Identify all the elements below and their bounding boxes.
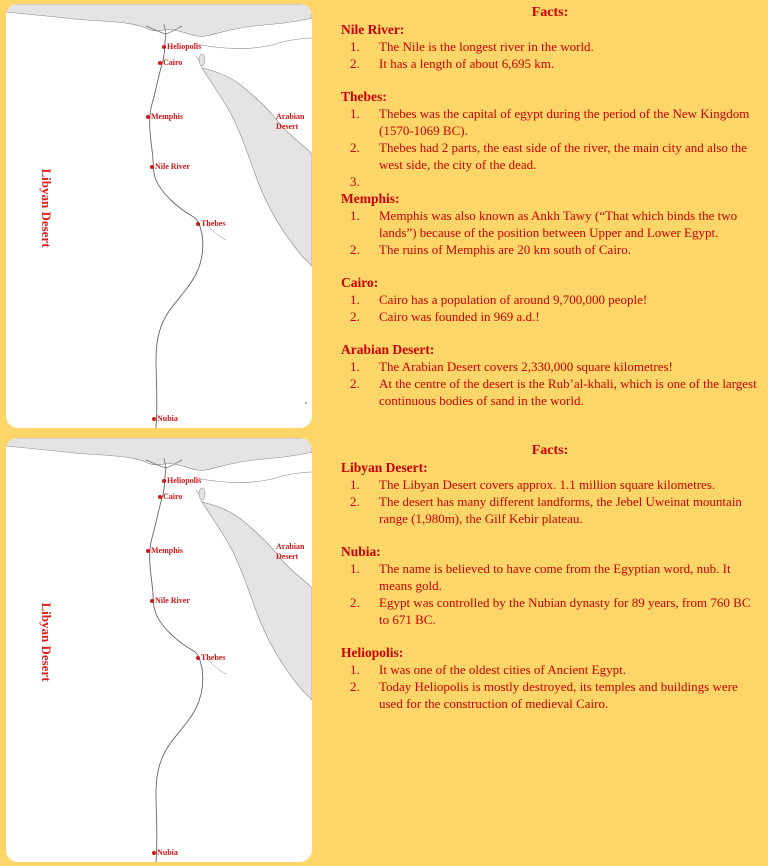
city-dot-icon: [158, 495, 162, 499]
fact-item: 1. Memphis was also known as Ankh Tawy (“That which binds the two lands”) because of the position between Upper and Lower Egypt.: [350, 208, 738, 240]
label-nile-river: Nile River: [150, 596, 190, 605]
city-dot-icon: [158, 61, 162, 65]
section-title-cairo: Cairo:: [341, 275, 379, 290]
map-ancient-egypt-top: [6, 4, 312, 428]
city-dot-icon: [146, 549, 150, 553]
fact-item: 2. Egypt was controlled by the Nubian dynasty for 89 years, from 760 BC to 671 BC.: [350, 595, 751, 627]
fact-item: 2. It has a length of about 6,695 km.: [350, 56, 555, 71]
fact-item: 1. The name is believed to have come from the Egyptian word, nub. It means gold.: [350, 561, 731, 593]
fact-item: 1. It was one of the oldest cities of Ancient Egypt.: [350, 662, 626, 677]
label-thebes: Thebes: [196, 653, 225, 662]
label-arabian-desert: Arabian Desert: [276, 542, 305, 561]
label-nile-river: Nile River: [150, 162, 190, 171]
label-heliopolis: Heliopolis: [162, 476, 201, 485]
fact-item: 1. Cairo has a population of around 9,700,000 people!: [350, 292, 648, 307]
fact-item: 3.: [350, 174, 360, 189]
label-thebes: Thebes: [196, 219, 225, 228]
label-heliopolis: Heliopolis: [162, 42, 201, 51]
label-memphis: Memphis: [146, 546, 183, 555]
section-title-heliopolis: Heliopolis:: [341, 645, 404, 660]
fact-item: 2. Cairo was founded in 969 a.d.!: [350, 309, 540, 324]
facts-panel-top: [341, 4, 759, 409]
city-dot-icon: [196, 222, 200, 226]
section-title-memphis: Memphis:: [341, 191, 400, 206]
city-dot-icon: [152, 851, 156, 855]
fact-item: 1. The Arabian Desert covers 2,330,000 square kilometres!: [350, 359, 673, 374]
fact-list-thebes: [341, 105, 759, 190]
fact-list-memphis: [341, 207, 759, 258]
fact-list-nile-river: [341, 38, 759, 72]
map-ancient-egypt-bottom: [6, 438, 312, 862]
fact-list-cairo: [341, 291, 759, 325]
fact-item: 1. The Libyan Desert covers approx. 1.1 million square kilometres.: [350, 477, 716, 492]
label-libyan-desert: Libyan Desert: [39, 602, 54, 682]
label-cairo: Cairo: [158, 58, 182, 67]
fact-item: 2. The desert has many different landforms, the Jebel Uweinat mountain range (1,980m), the Gilf Kebir plateau.: [350, 494, 742, 526]
fact-item: 2. At the centre of the desert is the Rub’al-khali, which is one of the largest continuous bodies of sand in the world.: [350, 376, 757, 408]
fact-item: 2. Thebes had 2 parts, the east side of the river, the main city and also the west side, the city of the dead.: [350, 140, 748, 172]
section-title-arabian-desert: Arabian Desert:: [341, 342, 435, 357]
label-nubia: Nubia: [152, 848, 178, 857]
facts-heading: Facts:: [531, 5, 569, 20]
label-arabian-desert: Arabian Desert: [276, 112, 305, 131]
city-dot-icon: [162, 45, 166, 49]
section-title-libyan-desert: Libyan Desert:: [341, 460, 428, 475]
section-title-nubia: Nubia:: [341, 544, 381, 559]
label-cairo: Cairo: [158, 492, 182, 501]
fact-item: 2. The ruins of Memphis are 20 km south of Cairo.: [350, 242, 632, 257]
city-dot-icon: [152, 417, 156, 421]
section-title-nile-river: Nile River:: [341, 22, 405, 37]
fact-list-arabian-desert: [341, 358, 759, 409]
fact-list-nubia: [341, 560, 759, 628]
fact-item: 2. Today Heliopolis is mostly destroyed, its temples and buildings were used for the construction of medieval Cairo.: [350, 679, 738, 711]
city-dot-icon: [146, 115, 150, 119]
facts-heading: Facts:: [531, 443, 569, 458]
fact-item: 1. The Nile is the longest river in the world.: [350, 39, 594, 54]
fact-list-libyan-desert: [341, 476, 759, 527]
city-dot-icon: [196, 656, 200, 660]
city-dot-icon: [150, 165, 154, 169]
fact-item: 1. Thebes was the capital of egypt during the period of the New Kingdom (1570-1069 BC).: [350, 106, 750, 138]
city-dot-icon: [162, 479, 166, 483]
label-libyan-desert: Libyan Desert: [39, 168, 54, 248]
label-memphis: Memphis: [146, 112, 183, 121]
facts-panel-bottom: [341, 442, 759, 712]
label-nubia: Nubia: [152, 414, 178, 423]
city-dot-icon: [150, 599, 154, 603]
section-title-thebes: Thebes:: [341, 89, 387, 104]
fact-list-heliopolis: [341, 661, 759, 712]
